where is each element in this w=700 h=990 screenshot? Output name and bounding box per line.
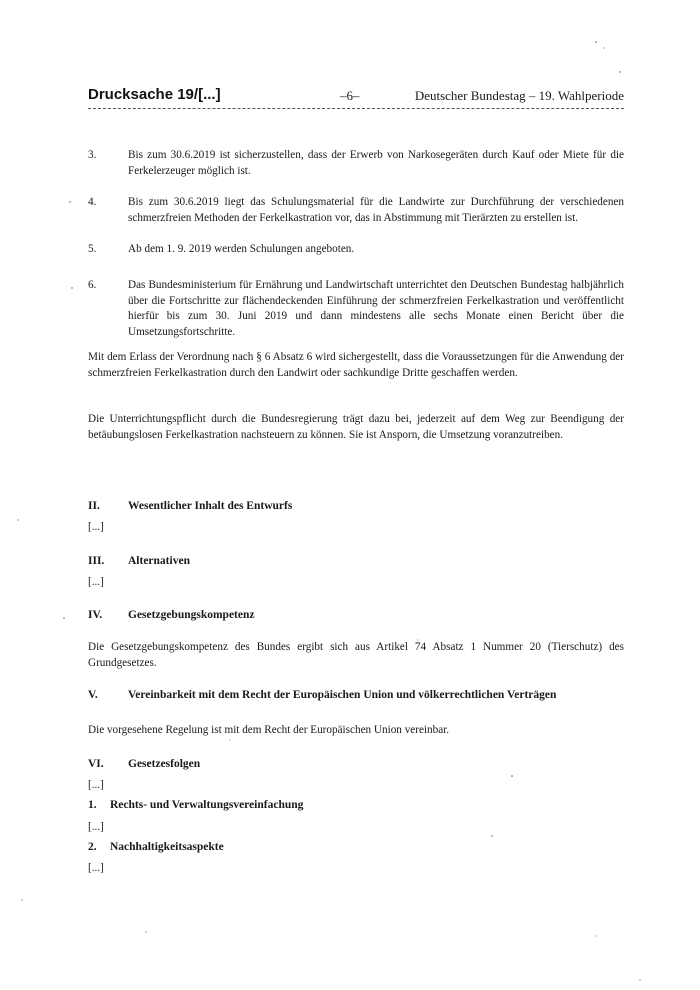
list-item-text: Ab dem 1. 9. 2019 werden Schulungen angeboten. [128, 243, 355, 255]
subsection-number: 1. [88, 799, 97, 811]
section-title: Alternativen [128, 555, 190, 567]
ellipsis-placeholder: [...] [88, 779, 104, 791]
page-header [88, 86, 624, 109]
list-item-number: 6. [88, 279, 97, 291]
paragraph-unterrichtung: Die Unterrichtungspflicht durch die Bundesregierung trägt dazu bei, jederzeit auf dem Weg zur Beendigung der betäubungslosen Ferkelkastration nachsteuern zu können. Sie ist Ansporn, die Umsetzung voranzutreiben. [88, 413, 624, 441]
list-item-number: 5. [88, 243, 97, 255]
list-item [88, 278, 624, 342]
subsection-title: Nachhaltigkeitsaspekte [110, 841, 224, 853]
section-number: III. [88, 555, 105, 567]
paragraph-erlass: Mit dem Erlass der Verordnung nach § 6 Absatz 6 wird sichergestellt, dass die Voraussetzungen für die Anwendung der schmerzfreien Ferkelkastration durch den Landwirt oder sachkundige Dritte geschaffen werden. [88, 351, 624, 379]
list-item-text: Bis zum 30.6.2019 ist sicherzustellen, dass der Erwerb von Narkosegeräten durch Kauf oder Miete für die Ferkelerzeuger möglich ist. [128, 149, 624, 177]
section-title: Wesentlicher Inhalt des Entwurfs [128, 500, 293, 512]
page-number: –6– [340, 88, 360, 103]
list-item-number: 3. [88, 149, 97, 161]
ellipsis-placeholder: [...] [88, 862, 104, 874]
list-item [88, 195, 624, 227]
section-title: Vereinbarkeit mit dem Recht der Europäischen Union und völkerrechtlichen Verträgen [128, 689, 557, 701]
ellipsis-placeholder: [...] [88, 821, 104, 833]
paragraph-vereinbar: Die vorgesehene Regelung ist mit dem Recht der Europäischen Union vereinbar. [88, 724, 450, 736]
section-number: IV. [88, 609, 103, 621]
section-number: II. [88, 500, 100, 512]
list-item [88, 242, 624, 258]
list-item [88, 148, 624, 180]
list-item-text: Bis zum 30.6.2019 liegt das Schulungsmaterial für die Landwirte zur Durchführung der verschiedenen schmerzfreien Methoden der Ferkelkastration vor, das in Abstimmung mit Tierärzten zu erstellen ist. [128, 196, 624, 224]
ellipsis-placeholder: [...] [88, 521, 104, 533]
list-item-number: 4. [88, 196, 97, 208]
subsection-number: 2. [88, 841, 97, 853]
subsection-title: Rechts- und Verwaltungsvereinfachung [110, 799, 304, 811]
section-title: Gesetzesfolgen [128, 758, 201, 770]
section-title: Gesetzgebungskompetenz [128, 609, 255, 621]
paragraph-kompetenz: Die Gesetzgebungskompetenz des Bundes ergibt sich aus Artikel 74 Absatz 1 Nummer 20 (Tierschutz) des Grundgesetzes. [88, 641, 624, 669]
header-institution: Deutscher Bundestag – 19. Wahlperiode [414, 88, 624, 103]
list-item-text: Das Bundesministerium für Ernährung und Landwirtschaft unterrichtet den Deutschen Bundestag halbjährlich über die Fortschritte zur flächendeckenden Einführung der schmerzfreien Ferkelkastration und veröffentlicht hierfür bis zum 30. Juni 2019 und dann mindestens alle sechs Monate einen Bericht über die Umsetzungsfortschritte. [128, 279, 624, 338]
section-number: VI. [88, 758, 104, 770]
section-number: V. [88, 689, 98, 701]
document-number: Drucksache 19/[...] [88, 86, 221, 103]
ellipsis-placeholder: [...] [88, 576, 104, 588]
